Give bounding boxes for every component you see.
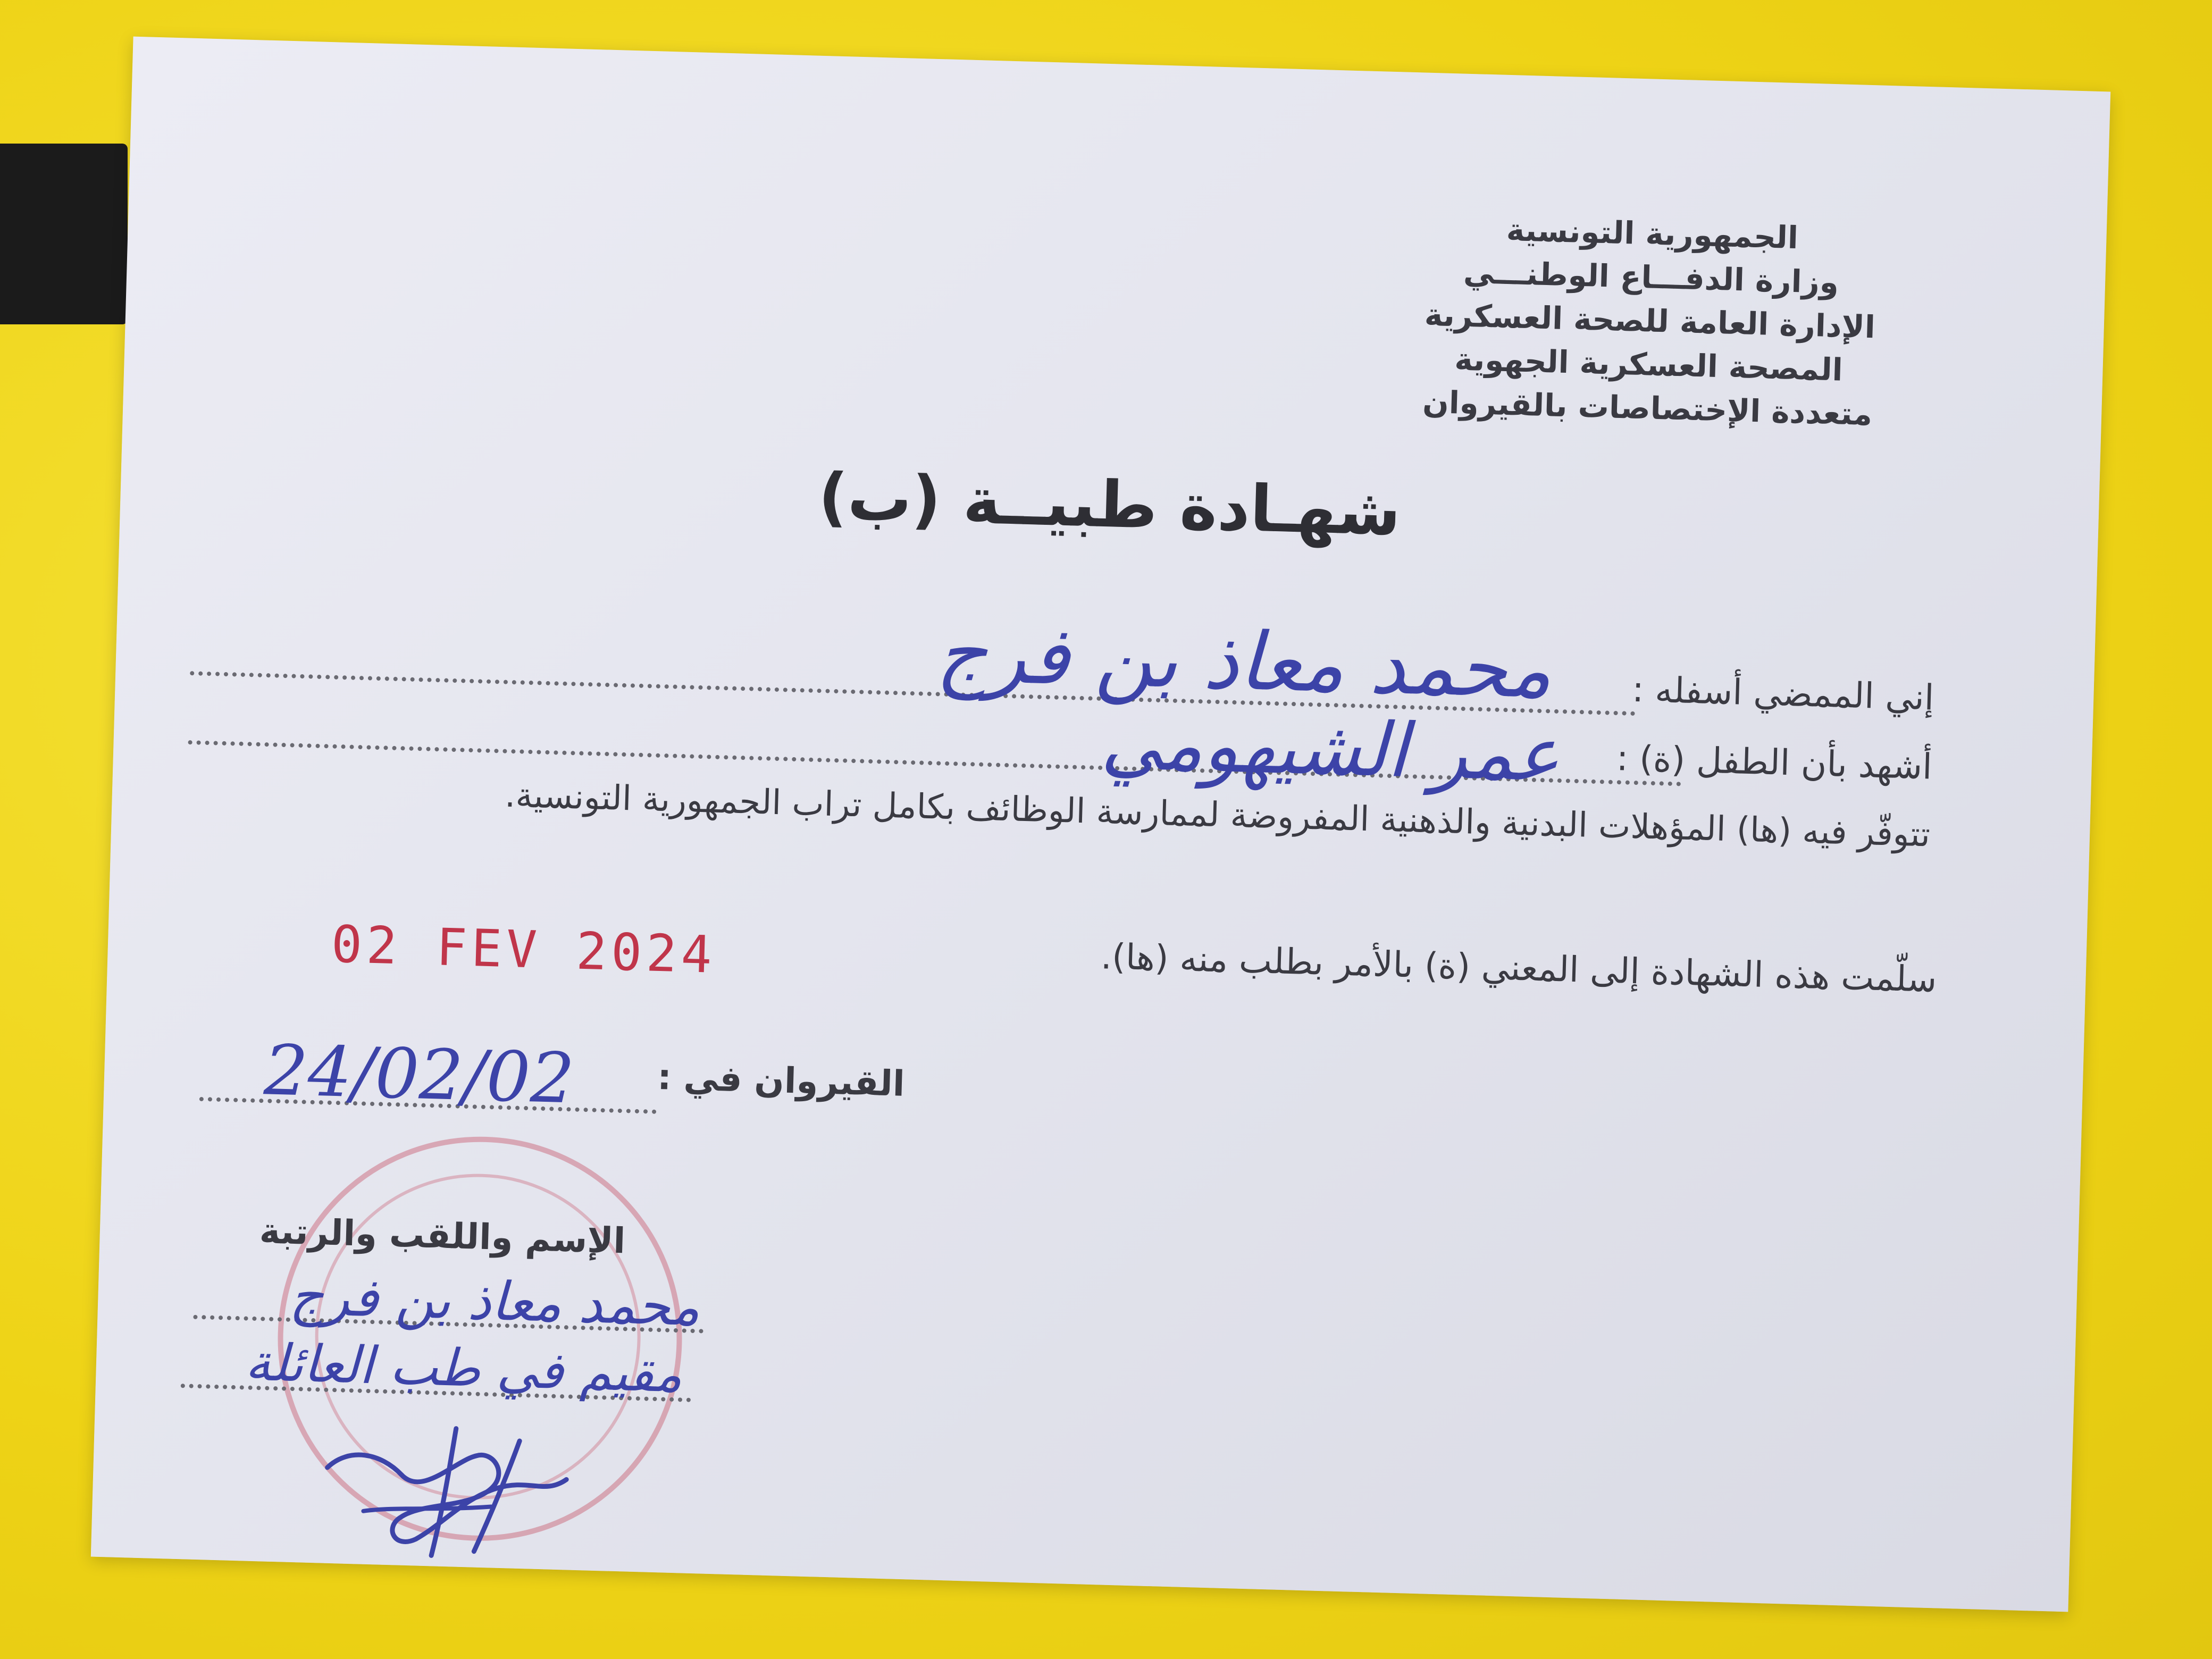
signer-handwritten-name: محمد معاذ بن فرج <box>935 607 1553 717</box>
header-line-5: متعددة الإختصاصات بالقيروان <box>1422 383 1873 433</box>
qualification-text: تتوفّر فيه (ها) المؤهلات البدنية والذهنية المفروضة لممارسة الوظائف بكامل تراب الجمهورية التونسية. <box>504 775 1931 855</box>
black-strap <box>0 144 128 324</box>
header-line-1: الجمهورية التونسية <box>1506 211 1799 256</box>
handwritten-name: محمد معاذ بن فرج <box>289 1264 701 1338</box>
certificate-paper <box>91 37 2110 1612</box>
signer-label: إني الممضي أسفله : <box>1631 668 1935 718</box>
handwritten-signature <box>314 1403 595 1570</box>
handwritten-date: 24/02/02 <box>263 1029 576 1119</box>
date-stamp: 02 FEV 2024 <box>330 914 717 985</box>
name-rank-label: الإسم واللقب والرتبة <box>258 1210 626 1262</box>
header-line-4: المصحة العسكرية الجهوية <box>1454 341 1844 388</box>
ministry-header <box>1421 206 1878 437</box>
place-label: القيروان في : <box>657 1056 906 1104</box>
child-handwritten-name: عمر الشيهومي <box>1100 699 1562 799</box>
header-line-3: الإدارة العامة للصحة العسكرية <box>1424 296 1876 346</box>
header-line-2: وزارة الدفـــاع الوطنـــي <box>1463 254 1839 301</box>
child-label: أشهد بأن الطفل (ة) : <box>1615 738 1933 787</box>
handwritten-rank: مقيم في طب العائلة <box>244 1332 683 1404</box>
certificate-title: شهـادة طبيــة (ب) <box>817 459 1402 550</box>
delivery-text: سلّمت هذه الشهادة إلى المعني (ة) بالأمر بطلب منه (ها). <box>1100 936 1938 1001</box>
